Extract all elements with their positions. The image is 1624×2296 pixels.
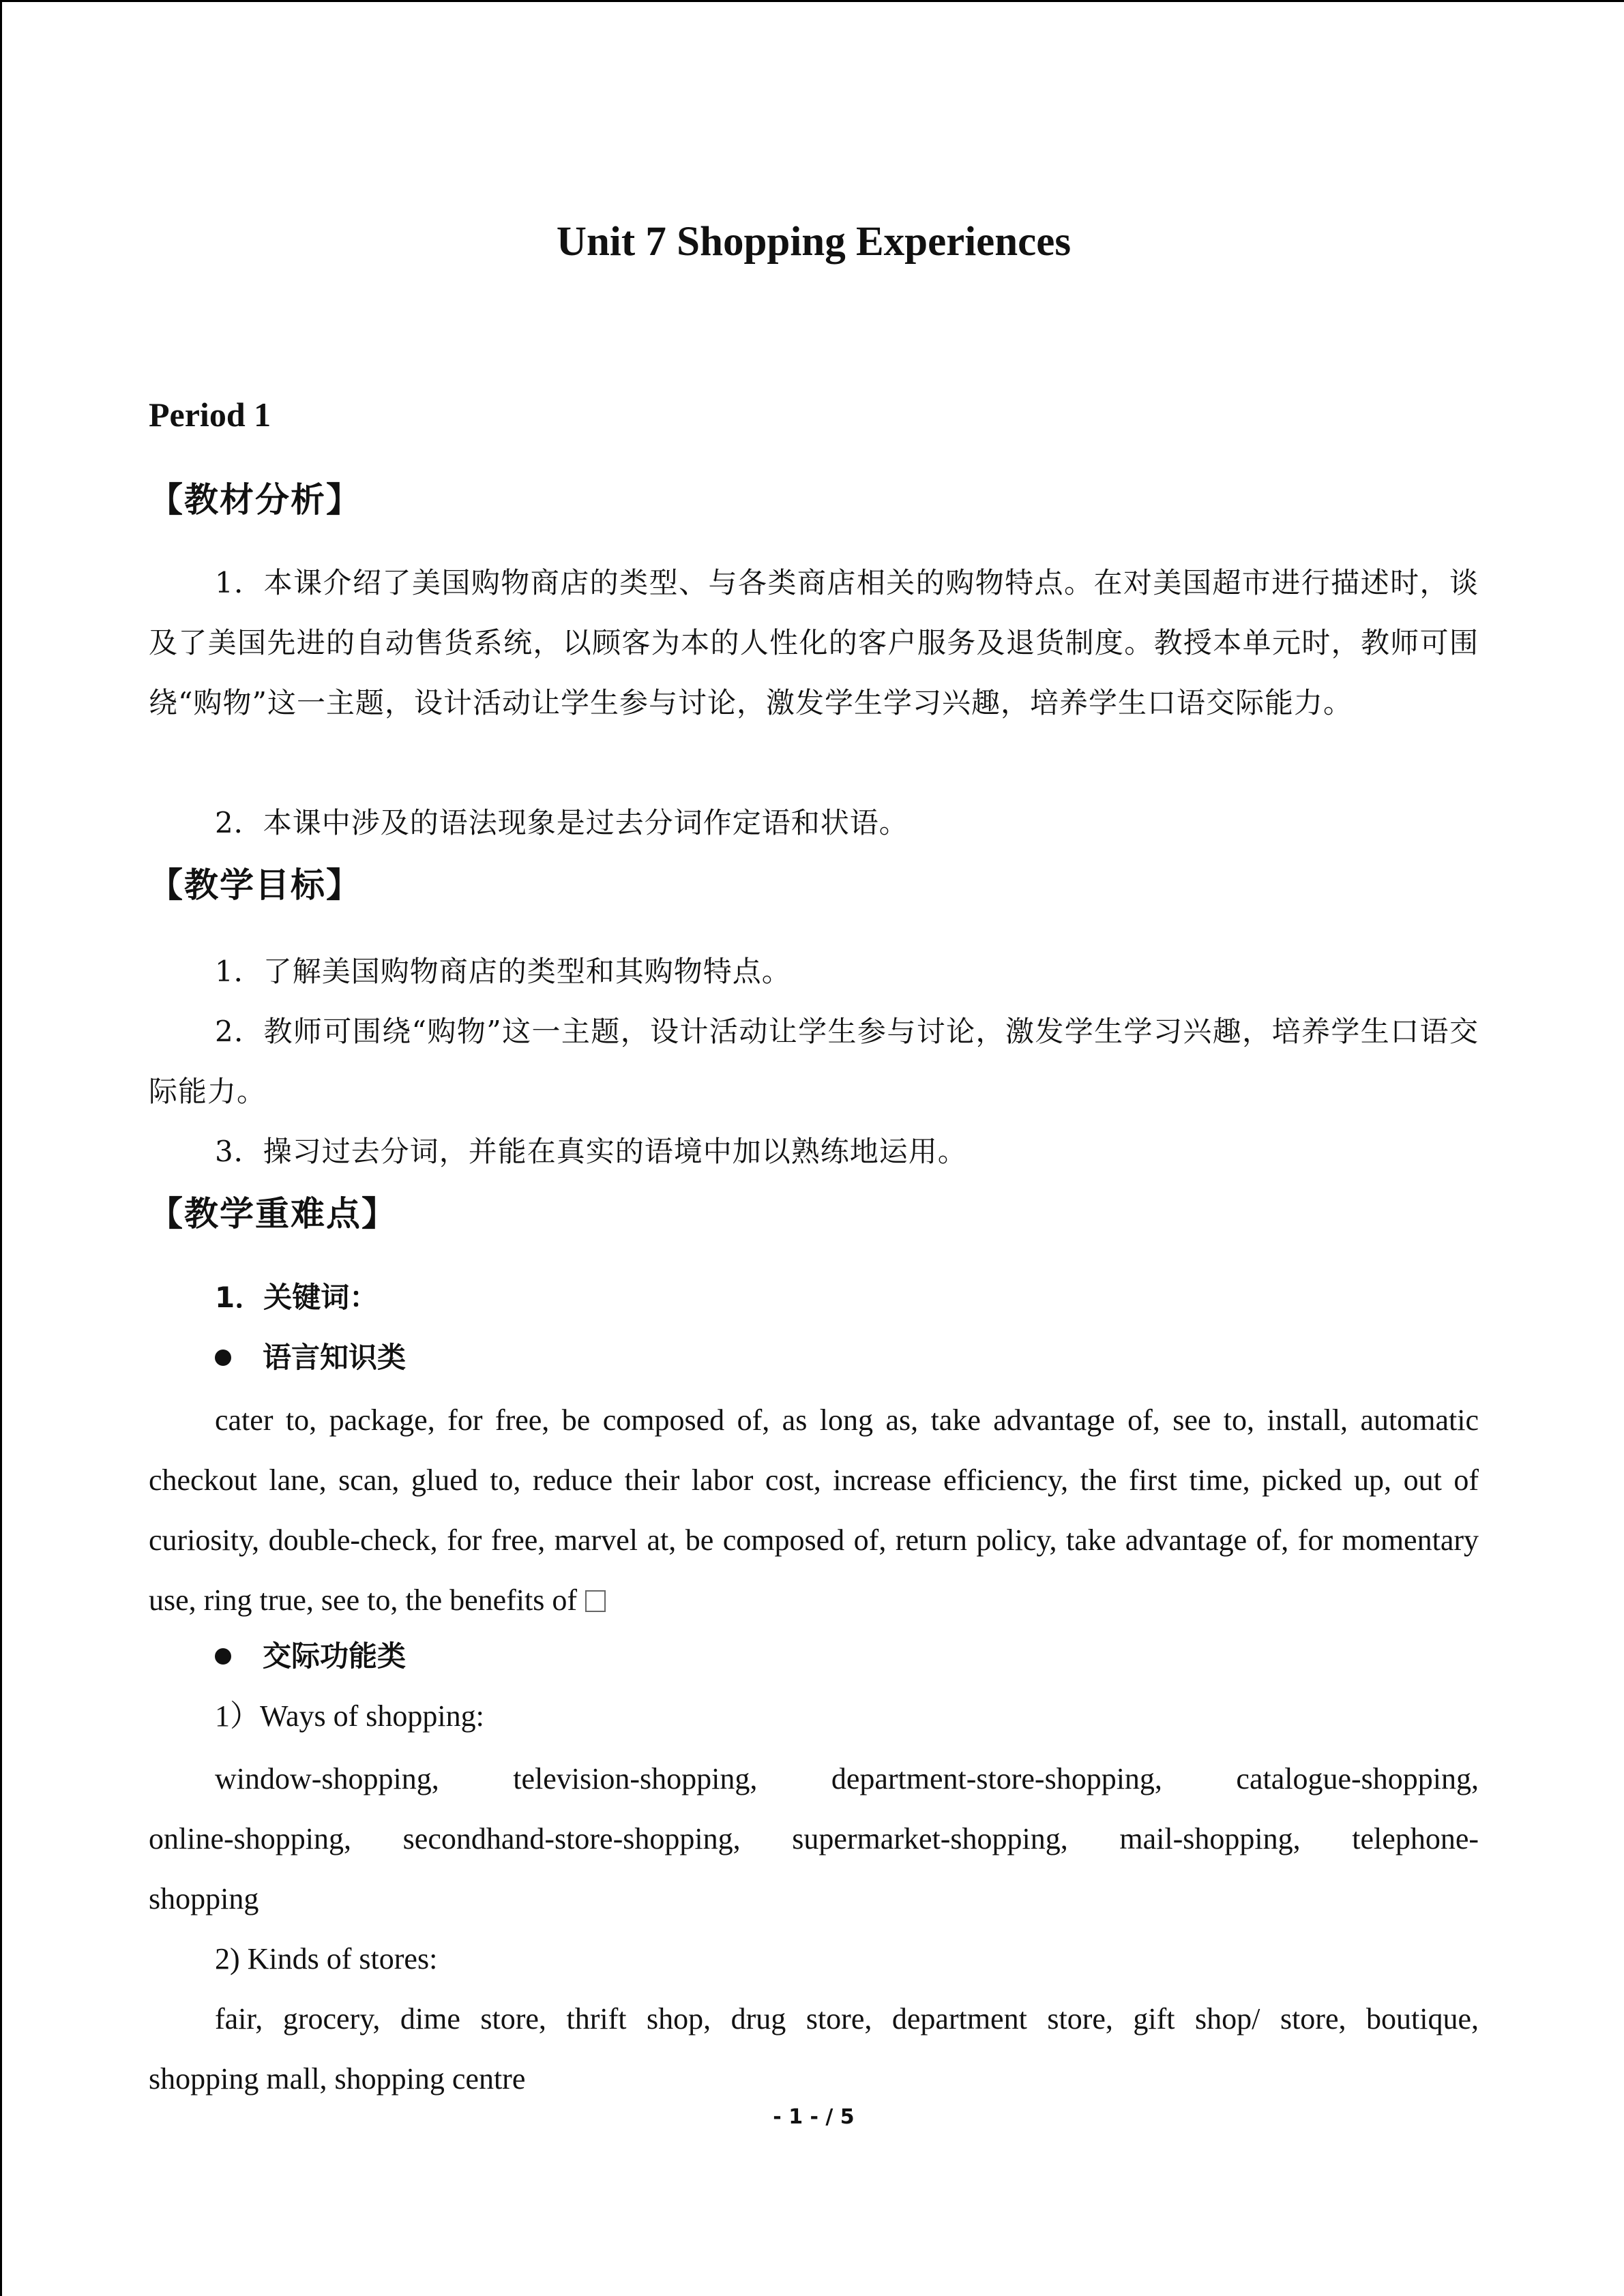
bullet-communication [215, 1626, 406, 1686]
section-heading-analysis: 【教材分析】 [149, 480, 361, 520]
kinds-of-stores-line-1: fair, grocery, dime store, thrift shop, drug store, department store, gift shop/ store, boutique, [215, 2002, 1479, 2036]
section-heading-objectives: 【教学目标】 [149, 865, 361, 905]
ways-of-shopping-label: 1）Ways of shopping: [215, 1699, 484, 1733]
language-knowledge-text [149, 1390, 1479, 1630]
kinds-of-stores-line-2: shopping mall, shopping centre [149, 2062, 526, 2096]
bullet-icon [215, 1648, 231, 1665]
bullet-language-knowledge [215, 1328, 406, 1388]
section-heading-keypoints: 【教学重难点】 [149, 1194, 397, 1234]
ways-of-shopping-line-2: online-shopping, secondhand-store-shopping, supermarket-shopping, mail-shopping, telephone- [149, 1822, 1479, 1855]
period-heading: Period 1 [149, 396, 271, 434]
kinds-of-stores-label: 2) Kinds of stores: [215, 1942, 438, 1976]
language-knowledge-phrases: cater to, package, for free, be composed of, as long as, take advantage of, see to, install, automatic checkout lane, scan, glued to, reduce their labor cost, increase efficiency, the first time, picked up, out of curiosity, double-check, for free, marvel at, be composed of, return policy, take advantage of, for momentary use, ring true, see to, the benefits of [149, 1403, 1479, 1617]
document-title: Unit 7 Shopping Experiences [556, 219, 1072, 265]
objective-item-1: 1．了解美国购物商店的类型和其购物特点。 [215, 955, 791, 988]
language-knowledge-label: 语言知识类 [263, 1341, 407, 1374]
objective-item-3: 3．操习过去分词，并能在真实的语境中加以熟练地运用。 [215, 1135, 967, 1168]
communication-label: 交际功能类 [263, 1639, 407, 1673]
analysis-paragraph-2: 2．本课中涉及的语法现象是过去分词作定语和状语。 [215, 806, 909, 839]
missing-glyph-icon [585, 1590, 606, 1612]
ways-of-shopping-line-3: shopping [149, 1882, 259, 1915]
page-number: - 1 - / 5 [773, 2105, 855, 2129]
objective-item-2: 2．教师可围绕“购物”这一主题，设计活动让学生参与讨论，激发学生学习兴趣，培养学生口语交际能力。 [149, 1015, 1479, 1108]
bullet-icon [215, 1350, 231, 1366]
ways-of-shopping-line-1: window-shopping, television-shopping, department-store-shopping, catalogue-shopping, [215, 1762, 1479, 1795]
analysis-paragraph-1: 1．本课介绍了美国购物商店的类型、与各类商店相关的购物特点。在对美国超市进行描述时，谈及了美国先进的自动售货系统，以顾客为本的人性化的客户服务及退货制度。教授本单元时，教师可围绕“购物”这一主题，设计活动让学生参与讨论，激发学生学习兴趣，培养学生口语交际能力。 [149, 566, 1479, 719]
keywords-label: 1．关键词： [215, 1281, 379, 1314]
